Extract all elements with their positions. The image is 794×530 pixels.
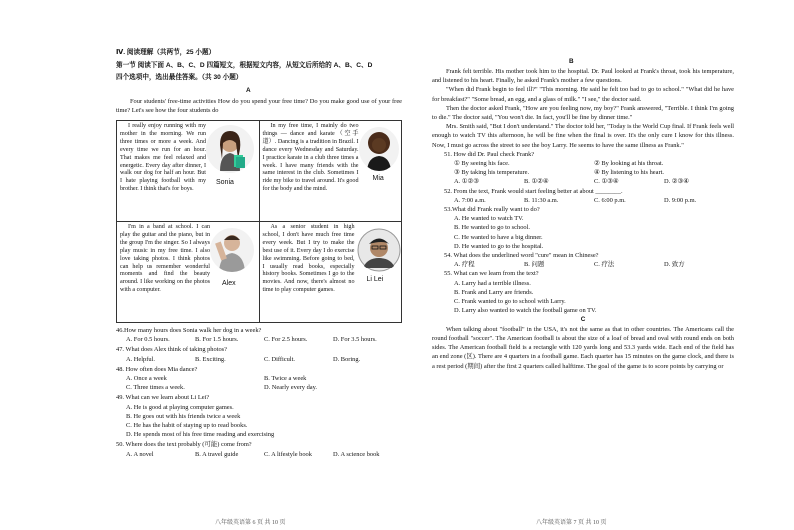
question-50-options — [116, 450, 402, 459]
option[interactable]: B. 11:30 a.m. — [524, 196, 559, 204]
passage-c-paragraph: When talking about "football" in the USA, it's not the same as that in other countries. The Americans call the round football "soccer". The American football is about the size of a loaf of bread and oval with round ends on both sides. The American football field is a rectangle with 120 yards long and 53.3 yards wide. Each end of the field has an end zone (区). There are 4 quarters in a football game. Each quarter has 15 minutes on the game clock, and there is a rest period (期间) after the first 2 quarters called halftime. The goal of the game is to score points by carrying or — [432, 325, 734, 370]
passage-c-label: C — [580, 316, 586, 324]
question-54: 54. What does the underlined word "cure" mean in Chinese? — [444, 252, 599, 260]
question-51-items-1 — [432, 159, 734, 168]
card-alex-text: I'm in a band at school. I can play the guitar and the piano, but in the group I'm the singer. So I always play music in my free time. I also love taking photos. I think photos can help us remember wonderful moments and find the beauty around. I like working on the photos with a computer. — [120, 224, 210, 294]
instructions-line-1: 第一节 阅读下面 A、B、C、D 四篇短文，根据短文内容，从短文后所给的 A、B、C、D — [116, 62, 373, 69]
option[interactable]: D. He wanted to go to the hospital. — [454, 242, 544, 250]
passage-b — [432, 67, 734, 371]
option[interactable]: C. Difficult. — [264, 355, 295, 363]
option[interactable]: C. A lifestyle book — [264, 450, 312, 458]
question-51-options — [432, 177, 734, 186]
card-sonia — [117, 121, 260, 222]
statement: ② By looking at his throat. — [594, 160, 664, 168]
question-49: 49. What can we learn about Li Lei? — [116, 394, 210, 402]
question-55: 55. What can we learn from the text? — [444, 270, 539, 278]
option[interactable]: D. A science book — [333, 450, 380, 458]
option[interactable]: B. A travel guide — [195, 450, 239, 458]
question-48: 48. How often does Mia dance? — [116, 365, 198, 373]
card-mia-text: In my free time, I mainly do two things — dance and karate（空手道）. Dancing is a tradition in Brazil. I dance every Wednesday and Saturday. I practice karate in a club three times a week. I have many friends with the same interest in the club. Sometimes I ride my bike to travel around. It's good for the body and the mind. — [262, 123, 359, 193]
option[interactable]: A. ①②③ — [454, 178, 479, 186]
option[interactable]: C. For 2.5 hours. — [264, 336, 308, 344]
passage-a-label: A — [246, 87, 251, 94]
option[interactable]: B. Frank and Larry are friends. — [454, 288, 534, 296]
student-cards-table — [116, 120, 402, 323]
option[interactable]: D. He spends most of his free time reading and exercising — [126, 431, 275, 439]
question-47: 47. What does Alex think of taking photos? — [116, 346, 227, 354]
option[interactable]: C. Frank wanted to go to school with Larry. — [454, 298, 566, 306]
option[interactable]: A. For 0.5 hours. — [126, 336, 170, 344]
card-lilei — [259, 222, 402, 323]
passage-b-paragraph: "When did Frank begin to feel ill?" "This morning. He said he felt too bad to go to school." "What did he have for breakfast?" "Some bread, an egg, and a glass of milk." "I see," the doctor said. — [432, 86, 734, 103]
statement: ④ By listening to his heart. — [594, 169, 664, 177]
option[interactable]: C. He wanted to have a big dinner. — [454, 233, 543, 241]
card-mia-name: Mia — [372, 175, 384, 182]
question-53: 53.What did Frank really want to do? — [444, 206, 540, 214]
option[interactable]: B. 问题 — [524, 261, 545, 269]
option[interactable]: D. 致方 — [664, 261, 685, 269]
option[interactable]: B. He goes out with his friends twice a week — [126, 412, 241, 420]
option[interactable]: B. Exciting. — [195, 355, 226, 363]
option[interactable]: B. He wanted to go to school. — [454, 224, 530, 232]
option[interactable]: B. ①②④ — [524, 178, 549, 186]
mia-float-space — [359, 123, 403, 187]
option[interactable]: A. Once a week — [126, 375, 167, 383]
question-51: 51. How did Dr. Paul check Frank? — [444, 150, 535, 158]
option[interactable]: A. He wanted to watch TV. — [454, 215, 524, 223]
option[interactable]: D. ②③④ — [664, 178, 689, 186]
question-47-options — [116, 355, 402, 364]
card-alex-name: Alex — [222, 280, 236, 287]
card-alex — [117, 222, 260, 323]
option[interactable]: D. 9:00 p.m. — [664, 196, 697, 204]
option[interactable]: B. For 1.5 hours. — [195, 336, 239, 344]
left-page-footer: 八年级英语第 6 页 共 10 页 — [215, 519, 286, 526]
option[interactable]: A. 7:00 a.m. — [454, 196, 486, 204]
option[interactable]: C. He has the habit of staying up to read books. — [126, 422, 248, 430]
statement: ① By seeing his face. — [454, 160, 510, 168]
statement: ③ By taking his temperature. — [454, 169, 530, 177]
right-page-footer: 八年级英语第 7 页 共 10 页 — [536, 519, 607, 526]
option[interactable]: A. Larry had a terrible illness. — [454, 279, 531, 287]
card-lilei-text-wrap — [263, 224, 403, 320]
alex-float-space — [210, 224, 258, 288]
question-51-items-2 — [432, 168, 734, 177]
card-sonia-text: I really enjoy running with my mother in the morning. We run three times or more a week. And every time we run for an hour. That makes me feel relaxed and energetic. Every day after dinner, I walk our dog for half an hour. But I hate playing football with my brother. I think that's for boys. — [120, 123, 206, 193]
card-mia — [259, 121, 402, 222]
question-48-options-2 — [116, 383, 402, 392]
option[interactable]: D. Larry also wanted to watch the football game on TV. — [454, 307, 597, 315]
card-sonia-name: Sonia — [216, 179, 234, 186]
option[interactable]: C. 6:00 p.m. — [594, 196, 626, 204]
passage-b-paragraph: Frank felt terrible. His mother took him to the hospital. Dr. Paul looked at Frank's throat, took his temperature, and listened to his heart. Finally, he asked Frank's mother a few questions. — [432, 68, 734, 85]
section-heading: Ⅳ. 阅读理解（共两节，25 小题） — [116, 49, 216, 56]
instructions-line-2: 四个选项中，选出最佳答案。（共 30 小题） — [116, 74, 243, 81]
passage-a-intro: Four students' free-time activities How do you spend your free time? Do you make good use of your free time? Let's see how the four students do — [116, 98, 402, 115]
passage-b-label: B — [569, 58, 574, 65]
questions-46-50 — [116, 326, 402, 459]
card-lilei-text: As a senior student in high school, I don't have much free time every week. But I try to make the best use of it. Every day I do exercise like swimming. Before going to bed, I usually read books, especially history books. Sometimes I go to the movies. And now, there's almost no time to play computer games. — [262, 224, 355, 294]
card-lilei-name: Li Lei — [366, 276, 384, 283]
question-48-options-1 — [116, 374, 402, 383]
option[interactable]: C. ①③④ — [594, 178, 619, 186]
option[interactable]: C. 疗法 — [594, 261, 615, 269]
question-52-options — [432, 196, 734, 205]
question-50: 50. Where does the text probably (可能) come from? — [116, 441, 252, 449]
question-46-options — [116, 335, 402, 344]
sonia-float-space — [206, 123, 258, 185]
option[interactable]: A. Helpful. — [126, 355, 155, 363]
question-54-options — [432, 260, 734, 269]
question-46: 46.How many hours does Sonia walk her dog in a week? — [116, 327, 262, 334]
option[interactable]: A. A novel — [126, 450, 154, 458]
option[interactable]: B. Twice a week — [264, 375, 307, 383]
passage-b-paragraph: Mrs. Smith said, "But I don't understand." The doctor told her, "Today is the World Cup final. If Frank feels well enough to watch TV this afternoon, he will be fine when the final is over. It's the only cure I know for this illness. Now, I must go across the street to see the boy Larry. He seems to have the same illness as Frank." — [432, 123, 734, 149]
option[interactable]: C. Three times a week. — [126, 384, 185, 392]
lilei-float-space — [355, 224, 403, 286]
card-mia-text-wrap — [263, 123, 403, 219]
option[interactable]: D. For 3.5 hours. — [333, 336, 377, 344]
option[interactable]: A. He is good at playing computer games. — [126, 403, 234, 411]
option[interactable]: D. Nearly every day. — [264, 384, 317, 392]
option[interactable]: A. 疗程 — [454, 261, 475, 269]
card-sonia-text-wrap — [120, 123, 258, 219]
card-alex-text-wrap — [120, 224, 258, 320]
question-52: 52. From the text, Frank would start feeling better at about ________. — [444, 187, 623, 195]
passage-b-paragraph: Then the doctor asked Frank, "How are you feeling now, my boy?" Frank answered, "Terrible. I think I'm going to die." The doctor said, "You won't die. In fact, you'll be fine by dinner time." — [432, 104, 734, 122]
option[interactable]: D. Boring. — [333, 355, 361, 363]
